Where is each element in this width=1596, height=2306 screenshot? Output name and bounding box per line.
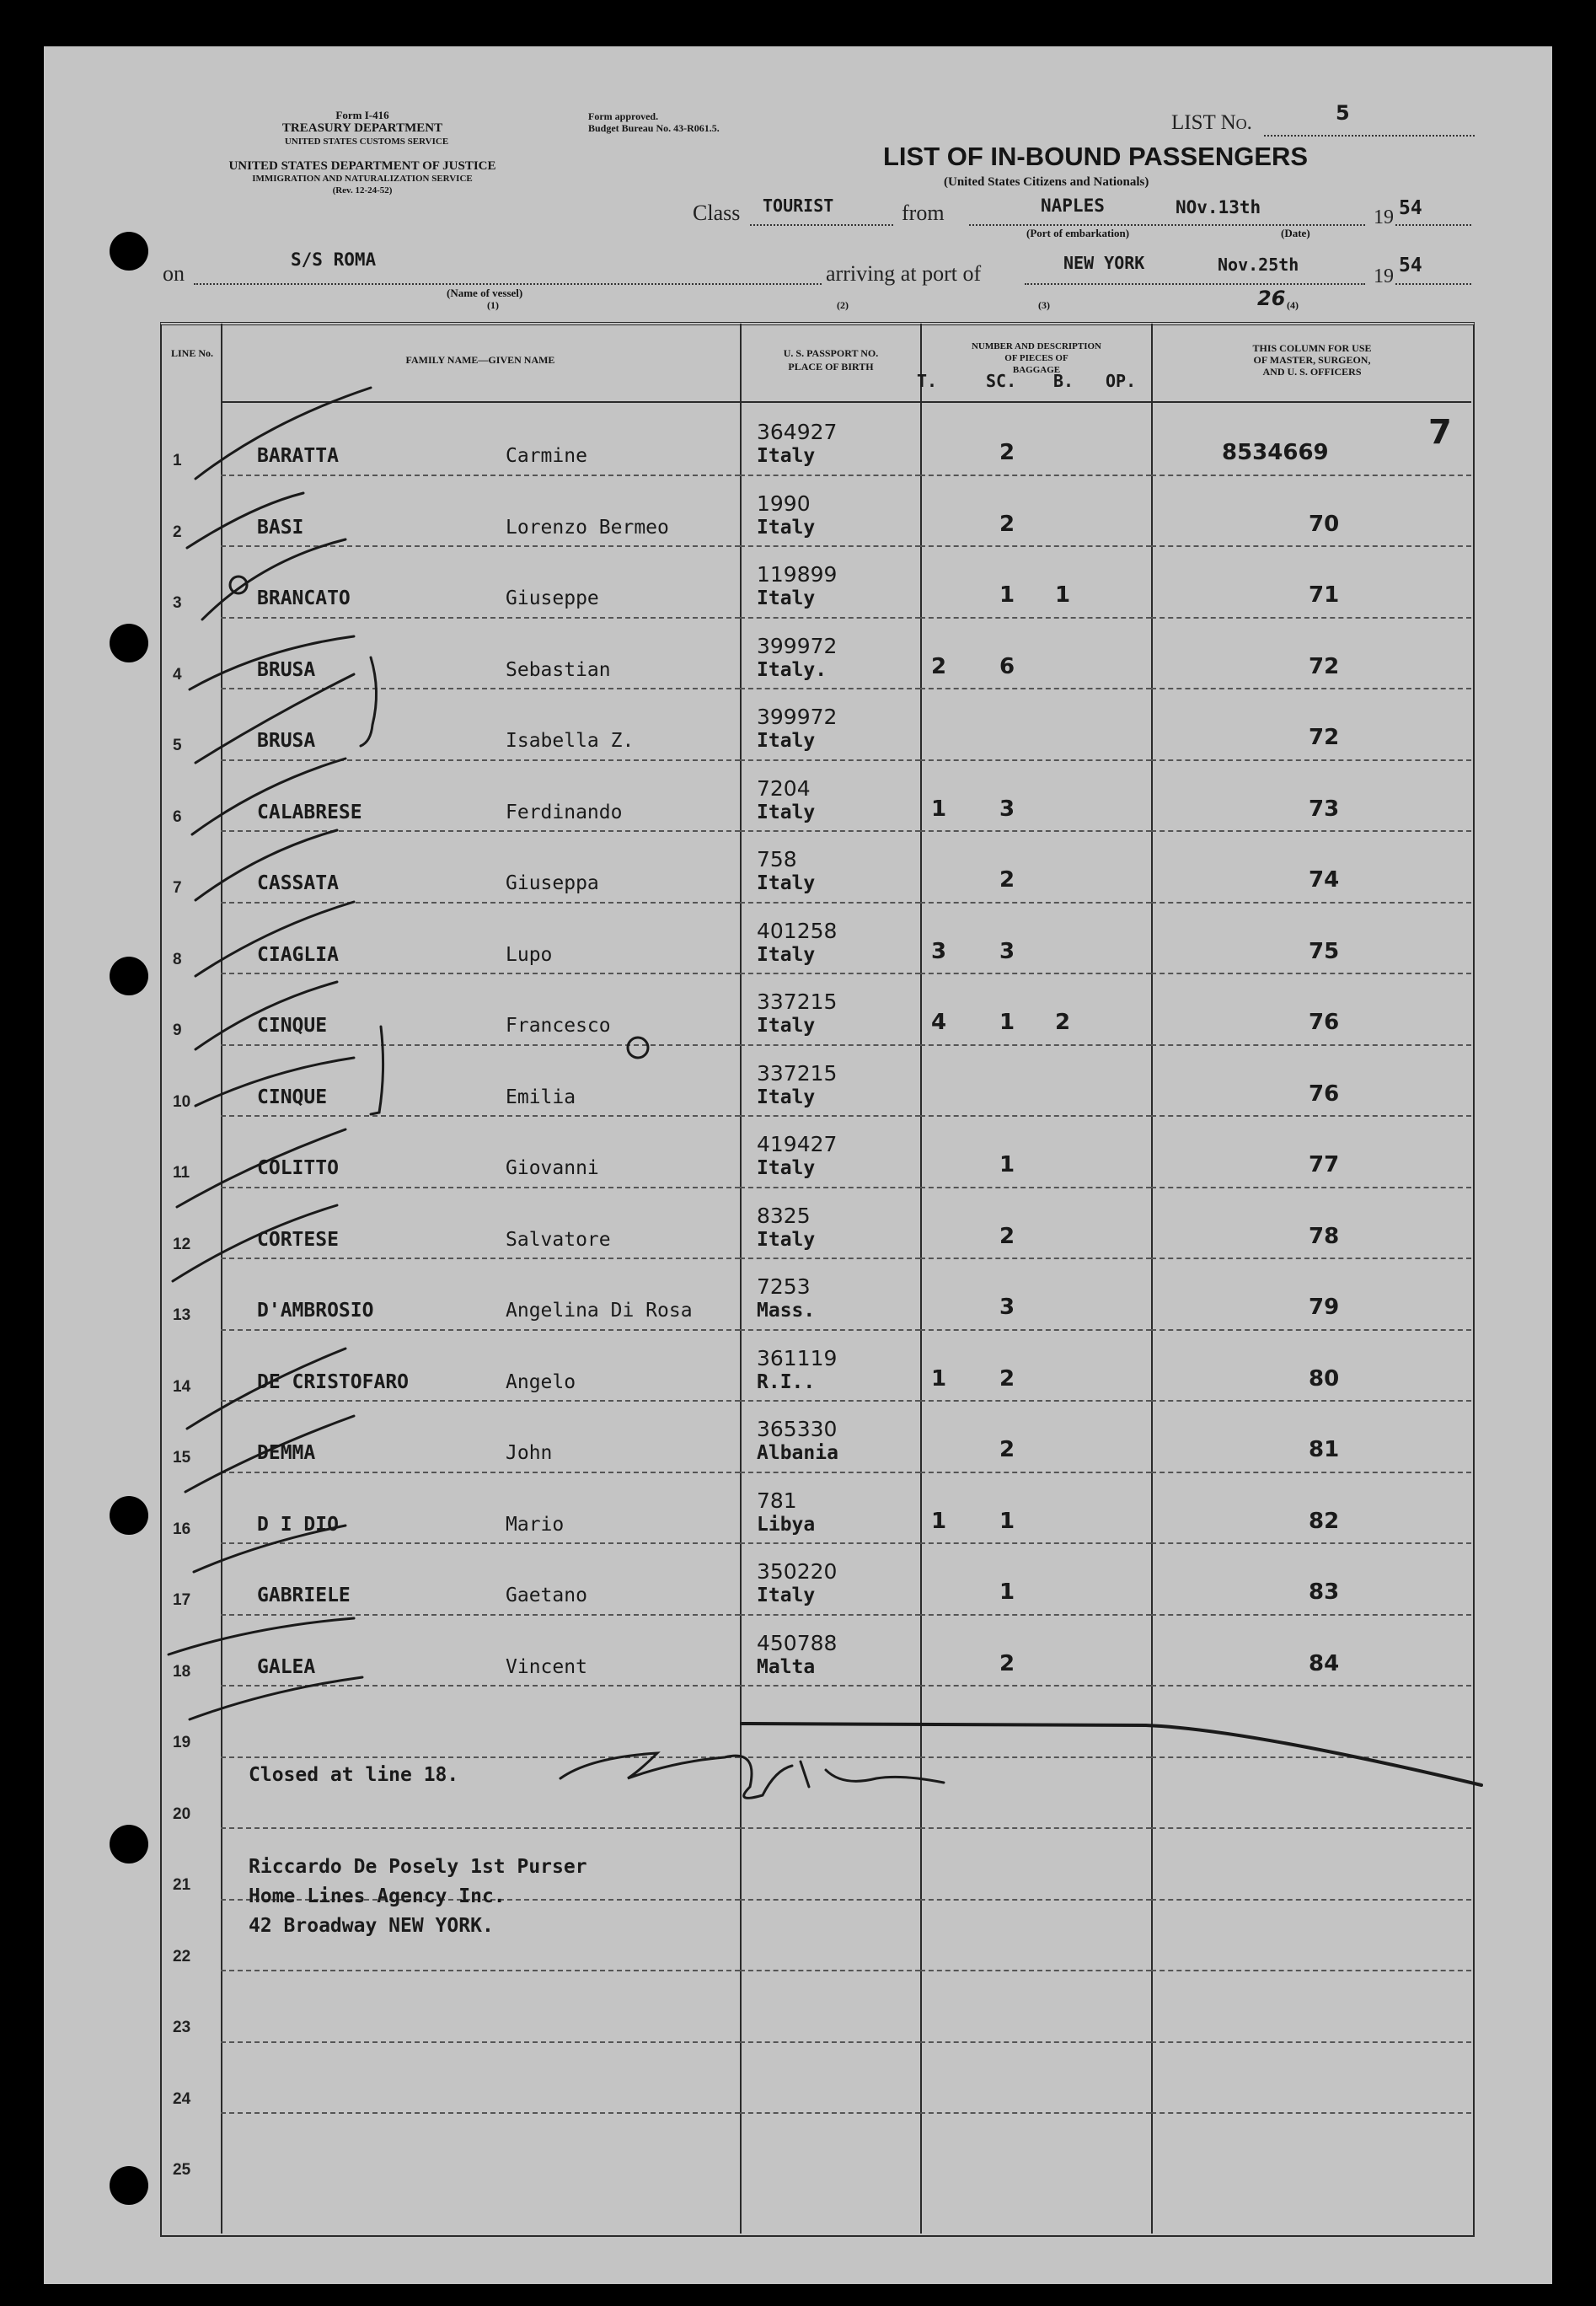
place-of-birth: Italy [757, 587, 816, 609]
officer-number: 76 [1309, 1010, 1340, 1035]
col-head-b: B. [1053, 371, 1074, 391]
date-caption: (Date) [1281, 227, 1310, 239]
row-rule-passport [740, 1756, 920, 1758]
from-label: from [902, 201, 945, 225]
bag-t: 1 [931, 1508, 947, 1534]
place-of-birth: Italy [757, 1157, 816, 1179]
year-value: 54 [1399, 197, 1422, 219]
col-head-birth: PLACE OF BIRTH [788, 361, 874, 373]
bag-t: 1 [931, 1365, 947, 1392]
port-embarkation: NAPLES [1041, 196, 1105, 216]
document-subtitle: (United States Citizens and Nationals) [944, 175, 1149, 189]
line-number: 10 [173, 1092, 191, 1111]
family-name: BRANCATO [257, 587, 351, 609]
bag-sc: 1 [999, 1010, 1015, 1035]
given-name: Vincent [506, 1655, 587, 1678]
passport-number: 401258 [757, 918, 838, 943]
line-number: 13 [173, 1306, 191, 1324]
line-number: 9 [173, 1022, 182, 1039]
port-embark-caption: (Port of embarkation) [1026, 227, 1130, 239]
row-rule-passport [740, 1899, 920, 1901]
col-head-line: LINE No. [170, 347, 213, 359]
caption-2: (2) [837, 299, 849, 311]
form-approved: Form approved. [588, 110, 659, 122]
place-of-birth: Mass. [757, 1300, 816, 1322]
given-name: Mario [506, 1513, 565, 1536]
list-no-line [1264, 135, 1475, 137]
given-name: Giuseppe [506, 587, 599, 609]
vessel-line [194, 283, 822, 285]
family-name: D I DIO [257, 1513, 339, 1536]
officer-number: 70 [1309, 511, 1340, 537]
row-rule-officer [1151, 2041, 1471, 2043]
place-of-birth: Italy [757, 943, 816, 966]
col-head-baggage-2: OF PIECES OF [1004, 353, 1068, 363]
table-row [160, 475, 1471, 546]
given-name: Emilia [506, 1086, 576, 1108]
given-name: Giovanni [506, 1157, 599, 1179]
line-number: 23 [173, 2019, 191, 2036]
bag-t: 1 [931, 796, 947, 822]
place-of-birth: Italy [757, 516, 816, 539]
given-name: Gaetano [506, 1585, 587, 1606]
row-rule-officer [1151, 1827, 1471, 1829]
col-head-op: OP. [1106, 371, 1137, 391]
passport-number: 450788 [757, 1630, 838, 1655]
bag-sc: 3 [999, 796, 1015, 822]
bag-sc: 2 [999, 1437, 1015, 1462]
bag-sc: 3 [999, 1295, 1015, 1320]
officer-number: 72 [1309, 725, 1340, 750]
passport-number: 337215 [757, 989, 838, 1014]
given-name: Francesco [506, 1015, 611, 1037]
family-name: GABRIELE [257, 1585, 351, 1606]
closed-note: Closed at line 18. [249, 1764, 459, 1786]
given-name: John [506, 1442, 553, 1464]
bag-sc: 2 [999, 867, 1015, 893]
officer-number: 78 [1309, 1223, 1340, 1249]
officer-tally-mark: 7 [1428, 413, 1452, 452]
given-name: Angelo [506, 1370, 576, 1393]
bag-t: 3 [931, 938, 947, 964]
family-name: CINQUE [257, 1015, 328, 1037]
row-rule-name [221, 1756, 740, 1758]
row-rule-baggage [920, 2112, 1151, 2114]
family-name: BRUSA [257, 730, 316, 752]
document-title: LIST OF IN-BOUND PASSENGERS [883, 142, 1309, 171]
punch-hole [110, 232, 148, 271]
family-name: CALABRESE [257, 801, 362, 823]
line-number: 7 [173, 879, 182, 897]
punch-hole [110, 957, 148, 995]
passport-number: 419427 [757, 1132, 838, 1156]
place-of-birth: Italy [757, 1585, 816, 1606]
year-label: 19 [1374, 206, 1394, 228]
place-of-birth: Italy [757, 445, 816, 467]
given-name: Angelina Di Rosa [506, 1300, 693, 1322]
bag-b: 2 [1055, 1010, 1071, 1035]
family-name: GALEA [257, 1655, 316, 1678]
place-of-birth: Italy [757, 801, 816, 823]
line-number: 8 [173, 950, 182, 968]
given-name: Lorenzo Bermeo [506, 516, 669, 539]
treasury-dept: TREASURY DEPARTMENT [281, 121, 443, 135]
passport-number: 119899 [757, 562, 838, 587]
row-rule-officer [1151, 1899, 1471, 1901]
row-rule-passport [740, 2041, 920, 2043]
line-number: 22 [173, 1947, 191, 1965]
row-rule-officer [1151, 1970, 1471, 1971]
place-of-birth: Italy [757, 730, 816, 752]
budget-bureau: Budget Bureau No. 43-R061.5. [588, 122, 720, 134]
line-number: 17 [173, 1591, 191, 1609]
line-number: 1 [173, 452, 182, 469]
row-rule-passport [740, 1970, 920, 1971]
list-no-label: LIST No. [1171, 111, 1252, 134]
family-name: BASI [257, 516, 304, 539]
purser-name: Riccardo De Posely 1st Purser [249, 1856, 587, 1878]
place-of-birth: Italy [757, 1228, 816, 1251]
family-name: COLITTO [257, 1157, 339, 1179]
officer-number: 72 [1309, 653, 1340, 679]
place-of-birth: Malta [757, 1655, 816, 1678]
officer-number: 79 [1309, 1295, 1340, 1320]
table-row [160, 1472, 1471, 1543]
col-head-baggage-1: NUMBER AND DESCRIPTION [971, 341, 1102, 351]
passport-number: 337215 [757, 1060, 838, 1086]
row-rule-passport [740, 1685, 920, 1687]
officer-number: 80 [1309, 1365, 1340, 1392]
bag-sc: 2 [999, 511, 1015, 537]
officer-number: 83 [1309, 1579, 1340, 1605]
customs-service: UNITED STATES CUSTOMS SERVICE [284, 137, 449, 147]
col-head-officers-2: OF MASTER, SURGEON, [1253, 354, 1371, 366]
officer-number: 84 [1309, 1650, 1340, 1676]
caption-4: (4) [1287, 299, 1299, 311]
line-number: 19 [173, 1734, 191, 1751]
family-name: DE CRISTOFARO [257, 1370, 410, 1393]
place-of-birth: Albania [757, 1442, 838, 1464]
family-name: CINQUE [257, 1086, 328, 1108]
punch-hole [110, 624, 148, 662]
family-name: CASSATA [257, 872, 339, 894]
row-rule-officer [1151, 1756, 1471, 1758]
embark-date: NOv.13th [1176, 197, 1261, 217]
line-number: 21 [173, 1876, 191, 1894]
bag-sc: 1 [999, 1152, 1015, 1177]
passport-number: 350220 [757, 1559, 838, 1584]
given-name: Salvatore [506, 1228, 611, 1251]
line-number: 14 [173, 1377, 191, 1396]
officer-number: 75 [1309, 938, 1340, 964]
agency-address: 42 Broadway NEW YORK. [249, 1915, 494, 1937]
line-number: 24 [173, 2089, 191, 2108]
table-row [160, 1187, 1471, 1258]
row-rule-baggage [920, 1756, 1151, 1758]
officer-number: 82 [1309, 1508, 1340, 1534]
officer-number: 77 [1309, 1152, 1340, 1177]
row-rule-passport [740, 1827, 920, 1829]
justice-dept: UNITED STATES DEPARTMENT OF JUSTICE [228, 159, 496, 173]
col-head-passport: U. S. PASSPORT NO. [783, 347, 879, 359]
bag-sc: 2 [999, 1365, 1015, 1392]
bag-t: 4 [931, 1010, 947, 1035]
embark-line [969, 224, 1365, 226]
line-number: 2 [173, 523, 182, 541]
arrival-date-correction: 26 [1257, 287, 1286, 310]
arrival-port: NEW YORK [1063, 253, 1145, 273]
officer-number: 71 [1309, 582, 1340, 608]
place-of-birth: Italy. [757, 658, 827, 681]
given-name: Giuseppa [506, 872, 599, 894]
family-name: CIAGLIA [257, 943, 339, 966]
vessel-caption-num: (1) [487, 299, 499, 311]
place-of-birth: R.I.. [757, 1370, 816, 1393]
row-rule-name [221, 1685, 740, 1687]
col-head-baggage-3: BAGGAGE [1012, 365, 1061, 375]
passport-number: 758 [757, 847, 797, 871]
bag-sc: 2 [999, 440, 1015, 465]
bag-sc: 1 [999, 582, 1015, 608]
row-rule-name [221, 1970, 740, 1971]
officer-number: 73 [1309, 796, 1340, 822]
line-number: 16 [173, 1520, 191, 1538]
line-number: 18 [173, 1662, 191, 1681]
bag-sc: 2 [999, 1223, 1015, 1249]
row-rule-officer [1151, 1685, 1471, 1687]
line-number: 20 [173, 1805, 191, 1823]
family-name: BRUSA [257, 658, 316, 681]
form-number: Form I-416 [335, 109, 389, 121]
passport-number: 7204 [757, 775, 811, 801]
place-of-birth: Italy [757, 872, 816, 894]
bag-sc: 1 [999, 1579, 1015, 1605]
given-name: Sebastian [506, 658, 611, 681]
arrival-year: 54 [1399, 255, 1422, 276]
row-rule-baggage [920, 1827, 1151, 1829]
line-number: 6 [173, 807, 182, 826]
given-name: Ferdinando [506, 801, 623, 823]
line-number: 4 [173, 665, 182, 684]
arriving-label: arriving at port of [826, 261, 982, 286]
line-number: 11 [173, 1164, 190, 1182]
officer-number: 81 [1309, 1437, 1340, 1462]
line-number: 5 [173, 737, 182, 754]
given-name: Lupo [506, 943, 553, 966]
passport-number: 399972 [757, 705, 838, 729]
passport-number: 399972 [757, 633, 838, 658]
caption-3: (3) [1038, 299, 1050, 311]
arrival-year-label: 19 [1374, 265, 1394, 287]
line-number: 25 [173, 2161, 191, 2179]
class-value: TOURIST [763, 196, 834, 216]
table-row [160, 830, 1471, 902]
col-head-name: FAMILY NAME—GIVEN NAME [405, 354, 555, 366]
vessel-name: S/S ROMA [291, 249, 377, 270]
punch-hole [110, 1496, 148, 1535]
col-head-sc: SC. [986, 371, 1017, 391]
bag-t: 2 [931, 653, 947, 679]
on-label: on [163, 261, 185, 286]
row-rule-baggage [920, 1685, 1151, 1687]
row-rule-officer [1151, 2112, 1471, 2114]
punch-hole [110, 1825, 148, 1864]
class-line [750, 224, 893, 226]
bag-b: 1 [1055, 582, 1071, 608]
row-rule-baggage [920, 2041, 1151, 2043]
col-head-t: T. [917, 371, 938, 391]
officer-number: 8534669 [1222, 440, 1329, 465]
list-no-value: 5 [1336, 101, 1350, 125]
agency-name: Home Lines Agency Inc. [249, 1885, 506, 1907]
arrival-line [1025, 283, 1365, 285]
row-rule-name [221, 2041, 740, 2043]
place-of-birth: Libya [757, 1513, 816, 1536]
col-head-officers-1: THIS COLUMN FOR USE [1252, 342, 1372, 354]
punch-hole [110, 2166, 148, 2205]
arrival-year-line [1395, 283, 1471, 285]
bag-sc: 3 [999, 938, 1015, 964]
revision: (Rev. 12-24-52) [332, 185, 393, 196]
bag-sc: 6 [999, 653, 1015, 679]
arrival-date: Nov.25th [1218, 255, 1299, 275]
line-number: 15 [173, 1449, 191, 1467]
given-name: Carmine [506, 445, 587, 467]
officer-number: 74 [1309, 867, 1340, 893]
col-head-officers-3: AND U. S. OFFICERS [1262, 366, 1362, 378]
passport-number: 7253 [757, 1274, 811, 1299]
family-name: D'AMBROSIO [257, 1300, 374, 1322]
row-rule-baggage [920, 1970, 1151, 1971]
passport-number: 8325 [757, 1203, 811, 1228]
officer-number: 76 [1309, 1081, 1340, 1107]
row-rule-name [221, 2112, 740, 2114]
vessel-caption: (Name of vessel) [447, 287, 523, 299]
passport-number: 361119 [757, 1345, 838, 1370]
passport-number: 1990 [757, 491, 811, 516]
place-of-birth: Italy [757, 1086, 816, 1108]
family-name: DEMMA [257, 1442, 316, 1464]
bag-sc: 2 [999, 1650, 1015, 1676]
row-rule-name [221, 1827, 740, 1829]
bag-sc: 1 [999, 1508, 1015, 1534]
passport-number: 781 [757, 1488, 797, 1513]
passport-number: 364927 [757, 420, 838, 444]
line-number: 3 [173, 594, 182, 612]
given-name: Isabella Z. [506, 730, 635, 752]
row-rule-baggage [920, 1899, 1151, 1901]
line-number: 12 [173, 1235, 191, 1253]
row-rule-passport [740, 2112, 920, 2114]
year-line [1395, 224, 1471, 226]
place-of-birth: Italy [757, 1015, 816, 1037]
family-name: BARATTA [257, 445, 339, 467]
class-label: Class [693, 201, 741, 225]
passport-number: 365330 [757, 1417, 838, 1441]
ins-service: IMMIGRATION AND NATURALIZATION SERVICE [252, 174, 473, 184]
family-name: CORTESE [257, 1228, 339, 1251]
